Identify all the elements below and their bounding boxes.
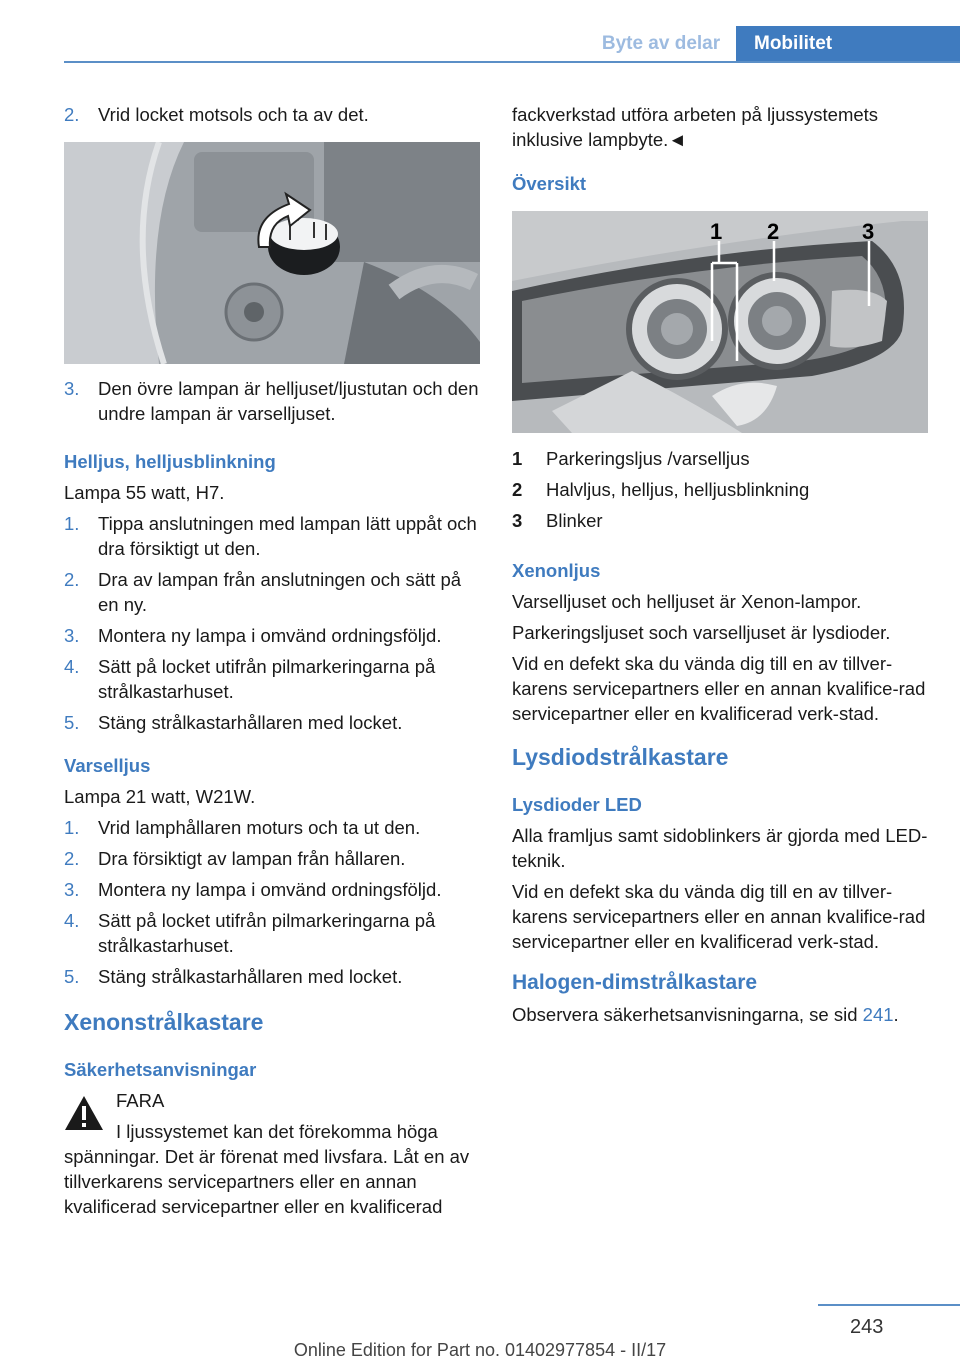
step-text: Montera ny lampa i omvänd ordningsföljd. [98, 625, 442, 646]
callout-1: 1 [710, 219, 723, 244]
step-number: 3. [64, 378, 80, 399]
step-number: 2. [64, 848, 80, 869]
step-text: Vrid locket motsols och ta av det. [98, 104, 369, 125]
page-link[interactable]: 241 [862, 1004, 894, 1025]
section-heading: Helljus, helljusblinkning [64, 451, 276, 472]
warning-text: spänningar. Det är förenat med livsfara. Låt en av tillverkarens servicepartners eller en annan kvalificerad servicepartner eller en kvalificerad [64, 1146, 470, 1217]
section-heading: Översikt [512, 173, 587, 194]
step-text: Sätt på locket utifrån pilmarkeringarna på strålkastarhuset. [98, 656, 436, 702]
step-item [64, 908, 482, 958]
footer-rule [818, 1304, 960, 1306]
chapter-heading: Xenonstrålkastare [64, 1009, 264, 1035]
step-number: 4. [64, 910, 80, 931]
step-item [64, 846, 482, 871]
callout-3: 3 [862, 219, 875, 244]
step-item [64, 964, 482, 989]
step-text: Den övre lampan är helljuset/ljustutan och den undre lampan är varselljuset. [98, 378, 479, 424]
section-heading: Halogen-dimstrålkastare [512, 971, 758, 994]
step-item [64, 710, 482, 735]
left-column [64, 102, 482, 1219]
legend-text: Halvljus, helljus, helljusblinkning [546, 479, 810, 500]
continuation-text: fackverkstad utföra arbeten på ljussystemets inklusive lampbyte.◄ [512, 104, 879, 150]
warning-title: FARA [116, 1090, 165, 1111]
step-list [64, 815, 482, 989]
step-number: 3. [64, 879, 80, 900]
paragraph: Vid en defekt ska du vända dig till en av tillver-karens servicepartners eller en annan kvalifice-rad servicepartner eller en kvalificerad verk-stad. [512, 653, 926, 724]
callout-2: 2 [767, 219, 780, 244]
right-column [512, 102, 932, 1027]
step-number: 3. [64, 625, 80, 646]
edition-text: Online Edition for Part no. 01402977854 - II/17 [293, 1340, 667, 1360]
lamp-spec: Lampa 55 watt, H7. [64, 482, 225, 503]
cover-removal-illustration [64, 142, 480, 364]
warning-triangle-icon [64, 1094, 104, 1132]
step-text: Vrid lamphållaren moturs och ta ut den. [98, 817, 421, 838]
step-number: 2. [64, 104, 80, 125]
legend-item [512, 477, 932, 502]
paragraph: Alla framljus samt sidoblinkers är gjorda med LED-teknik. [512, 825, 928, 871]
step-item [64, 654, 482, 704]
step-list [64, 511, 482, 735]
footer-edition [0, 1340, 960, 1361]
reference-text: Observera säkerhetsanvisningarna, se sid [512, 1004, 863, 1025]
legend-text: Parkeringsljus /varselljus [546, 448, 750, 469]
warning-box [64, 1088, 482, 1144]
tab-section[interactable]: Byte av delar [601, 33, 721, 54]
cross-reference [512, 1002, 932, 1027]
legend-number: 2 [512, 479, 523, 500]
header-rule [64, 61, 960, 63]
warning-header [116, 1088, 438, 1144]
page-number: 243 [850, 1316, 884, 1338]
step-number: 5. [64, 712, 80, 733]
step-item [64, 877, 482, 902]
warning-line: I ljussystemet kan det förekomma höga [116, 1121, 438, 1142]
step-number: 5. [64, 966, 80, 987]
step-number: 1. [64, 513, 80, 534]
step-text: Sätt på locket utifrån pilmarkeringarna på strålkastarhuset. [98, 910, 436, 956]
lamp-spec: Lampa 21 watt, W21W. [64, 786, 256, 807]
step-number: 4. [64, 656, 80, 677]
section-heading: Säkerhetsanvisningar [64, 1059, 257, 1080]
page-header [0, 0, 960, 62]
step-text: Stäng strålkastarhållaren med locket. [98, 712, 403, 733]
legend-text: Blinker [546, 510, 603, 531]
step-text: Dra av lampan från anslutningen och sätt på en ny. [98, 569, 462, 615]
paragraph: Parkeringsljuset soch varselljuset är lysdioder. [512, 622, 891, 643]
step-item [64, 376, 482, 426]
legend-list [512, 446, 932, 533]
legend-number: 1 [512, 448, 523, 469]
headlight-overview-photo [512, 211, 928, 433]
paragraph: Vid en defekt ska du vända dig till en av tillver-karens servicepartners eller en annan kvalifice-rad servicepartner eller en kvalificerad verk-stad. [512, 881, 926, 952]
step-number: 2. [64, 569, 80, 590]
step-item [64, 567, 482, 617]
section-heading: Varselljus [64, 755, 151, 776]
paragraph: Varselljuset och helljuset är Xenon-lampor. [512, 591, 862, 612]
step-item [64, 815, 482, 840]
step-text: Tippa anslutningen med lampan lätt uppåt och dra försiktigt ut den. [98, 513, 477, 559]
step-item [64, 623, 482, 648]
legend-number: 3 [512, 510, 523, 531]
step-item [64, 102, 482, 127]
tab-chapter[interactable]: Mobilitet [736, 26, 960, 63]
headlight-illustration [512, 211, 928, 433]
step-text: Montera ny lampa i omvänd ordningsföljd. [98, 879, 442, 900]
legend-item [512, 446, 932, 471]
step-text: Dra försiktigt av lampan från hållaren. [98, 848, 406, 869]
section-heading: Xenonljus [512, 560, 601, 581]
step-number: 1. [64, 817, 80, 838]
step-text: Stäng strålkastarhållaren med locket. [98, 966, 403, 987]
reference-suffix: . [893, 1004, 899, 1025]
section-heading: Lysdioder LED [512, 794, 642, 815]
step-item [64, 511, 482, 561]
legend-item [512, 508, 932, 533]
headlight-cover-photo [64, 142, 480, 364]
chapter-heading: Lysdiodstrålkastare [512, 744, 729, 770]
